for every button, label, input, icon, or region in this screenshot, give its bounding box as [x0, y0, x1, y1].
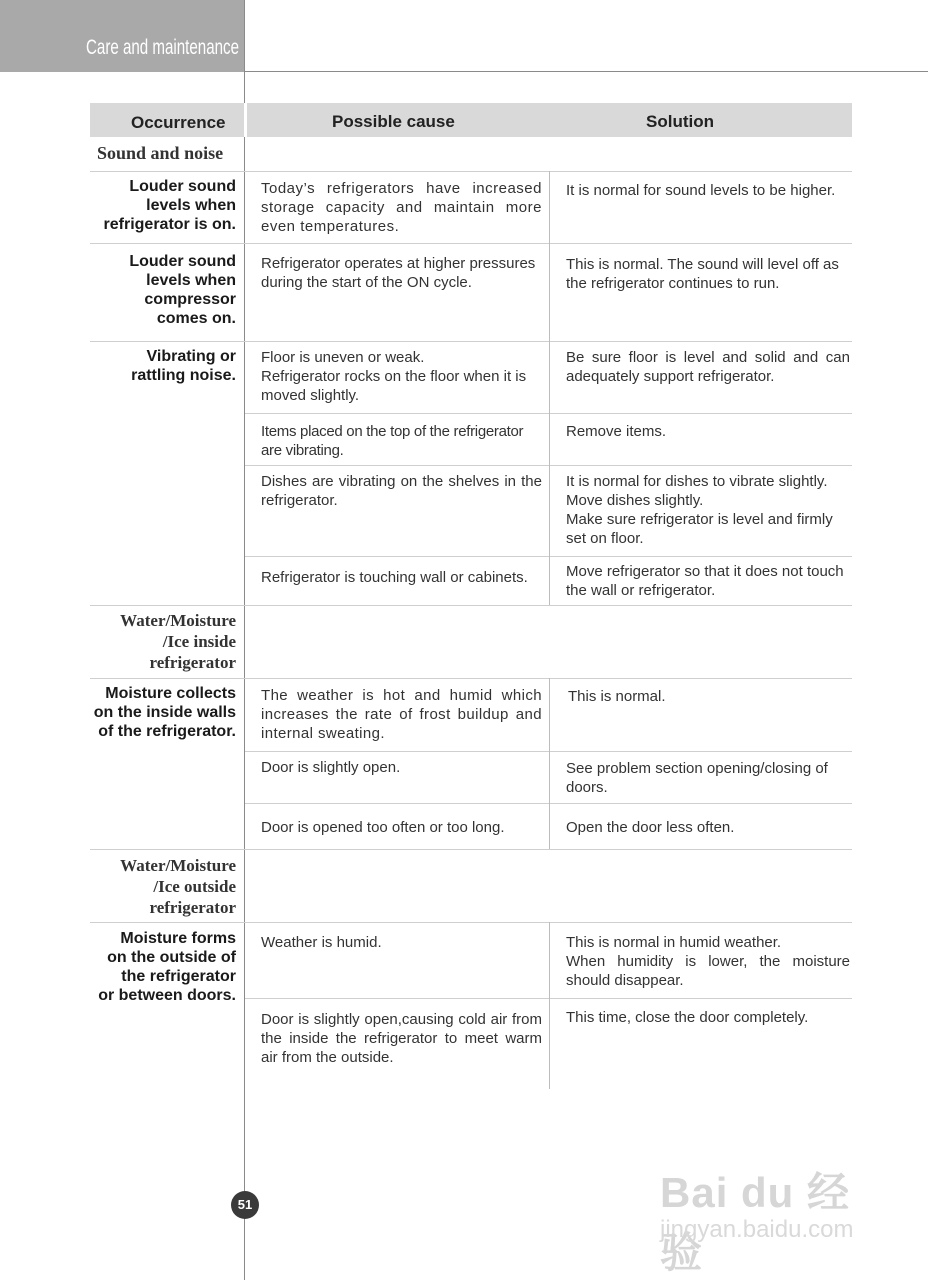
cause-text: Items placed on the top of the refrigerator are vibrating.: [261, 423, 524, 459]
section-heading-water-outside: Water/Moisture /Ice outside refrigerator: [120, 856, 236, 917]
row-separator: [90, 922, 852, 923]
section-heading-sound: Sound and noise: [97, 143, 224, 163]
page-gutter-line: [244, 0, 245, 1280]
solution-text: This is normal. The sound will level off as the refrigerator continues to run.: [566, 256, 839, 292]
solution-text: Open the door less often.: [566, 819, 735, 836]
watermark-url: jingyan.baidu.com: [660, 1216, 854, 1243]
column-divider: [549, 922, 550, 1089]
watermark-logo: Bai du 经验: [660, 1169, 851, 1276]
cause-text: Floor is uneven or weak. Refrigerator rocks on the floor when it is moved slightly.: [261, 349, 527, 404]
solution-text: This is normal in humid weather. When humidity is lower, the moisture should disappear.: [566, 934, 850, 989]
occurrence-louder-sound-compressor: Louder sound levels when compressor comes on.: [129, 253, 236, 327]
table-header: [90, 103, 852, 137]
header-rule: [244, 71, 928, 72]
solution-text: Remove items.: [566, 423, 667, 440]
cause-text: Door is slightly open.: [261, 759, 401, 776]
occurrence-vibrating: Vibrating or rattling noise.: [131, 348, 236, 384]
watermark: [660, 1140, 890, 1276]
section-title: Care and maintenance: [86, 36, 239, 59]
row-separator: [90, 678, 852, 679]
cause-text: Door is opened too often or too long.: [261, 819, 505, 836]
cause-text: Today’s refrigerators have increased storage capacity and maintain more even temperatures.: [261, 180, 542, 235]
solution-text: This time, close the door completely.: [566, 1009, 809, 1026]
cause-text: Dishes are vibrating on the shelves in the refrigerator.: [261, 473, 542, 509]
solution-text: Move refrigerator so that it does not touch the wall or refrigerator.: [566, 563, 844, 599]
row-separator: [90, 341, 852, 342]
section-heading-water-inside: Water/Moisture /Ice inside refrigerator: [120, 611, 236, 672]
cause-text: Refrigerator operates at higher pressures during the start of the ON cycle.: [261, 255, 536, 291]
occurrence-louder-sound-on: Louder sound levels when refrigerator is on.: [103, 178, 236, 233]
header-divider: [244, 103, 247, 137]
solution-text: It is normal for sound levels to be higher.: [566, 182, 836, 199]
row-separator: [90, 243, 852, 244]
column-header-solution: Solution: [646, 112, 714, 131]
column-header-occurrence: Occurrence: [131, 113, 226, 132]
occurrence-moisture-outside: Moisture forms on the outside of the refrigerator or between doors.: [98, 930, 236, 1004]
solution-text: Be sure floor is level and solid and can adequately support refrigerator.: [566, 349, 850, 385]
column-divider: [549, 678, 550, 849]
section-tab: [0, 0, 245, 72]
solution-text: See problem section opening/closing of doors.: [566, 760, 828, 796]
column-divider: [549, 171, 550, 605]
row-separator: [90, 171, 852, 172]
cause-text: Door is slightly open,causing cold air from the inside the refrigerator to meet warm air from the outside.: [261, 1011, 542, 1066]
page-number: 51: [231, 1191, 259, 1219]
occurrence-moisture-inside: Moisture collects on the inside walls of the refrigerator.: [93, 685, 236, 740]
cause-text: Refrigerator is touching wall or cabinets.: [261, 569, 528, 586]
row-separator: [90, 605, 852, 606]
cause-text: Weather is humid.: [261, 934, 382, 951]
column-header-cause: Possible cause: [332, 112, 455, 131]
solution-text: It is normal for dishes to vibrate slightly. Move dishes slightly. Make sure refrigerator is level and firmly set on floor.: [566, 473, 833, 547]
row-separator: [90, 849, 852, 850]
solution-text: This is normal.: [568, 688, 666, 705]
cause-text: The weather is hot and humid which increases the rate of frost buildup and internal sweating.: [261, 687, 542, 742]
